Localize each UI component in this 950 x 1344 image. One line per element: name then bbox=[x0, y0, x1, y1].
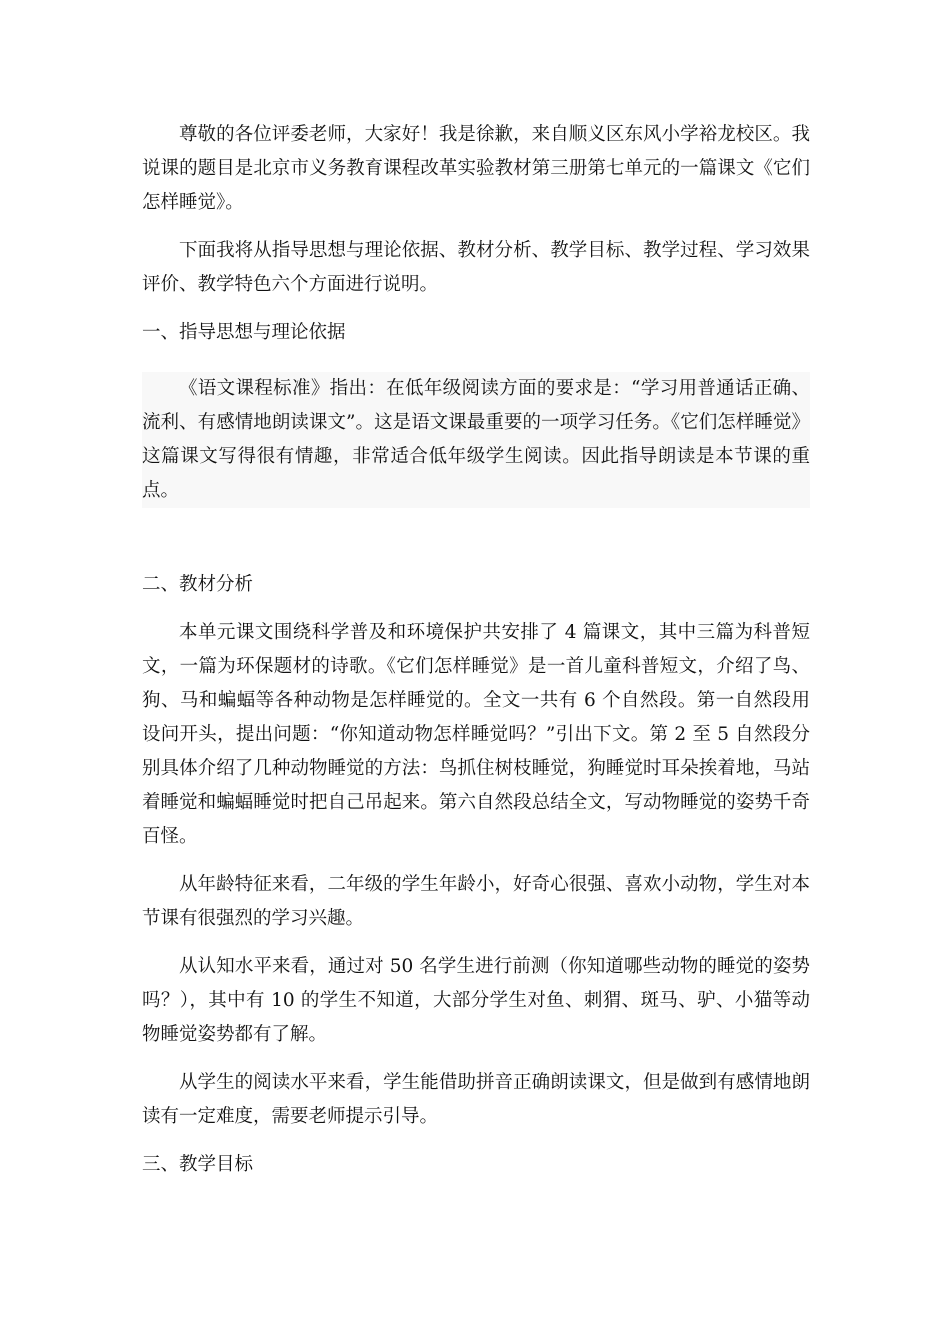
section-1-heading: 一、指导思想与理论依据 bbox=[142, 322, 346, 343]
section-3-heading: 三、教学目标 bbox=[142, 1154, 254, 1175]
section-2-heading: 二、教材分析 bbox=[142, 574, 254, 595]
document-page bbox=[142, 118, 810, 1182]
intro-paragraph-1: 尊敬的各位评委老师，大家好！我是徐歉，来自顺义区东风小学裕龙校区。我说课的题目是北京市义务教育课程改革实验教材第三册第七单元的一篇课文《它们怎样睡觉》。 bbox=[142, 124, 810, 213]
section-2-paragraph-4: 从学生的阅读水平来看，学生能借助拼音正确朗读课文，但是做到有感情地朗读有一定难度，需要老师提示引导。 bbox=[142, 1072, 810, 1127]
section-2-paragraph-3: 从认知水平来看，通过对 50 名学生进行前测（你知道哪些动物的睡觉的姿势吗？），其中有 10 的学生不知道，大部分学生对鱼、刺猬、斑马、驴、小猫等动物睡觉姿势都有了解。 bbox=[142, 956, 810, 1045]
intro-paragraph-2: 下面我将从指导思想与理论依据、教材分析、教学目标、教学过程、学习效果评价、教学特色六个方面进行说明。 bbox=[142, 240, 810, 295]
section-1-paragraph-1: 《语文课程标准》指出：在低年级阅读方面的要求是：“学习用普通话正确、流利、有感情地朗读课文”。这是语文课最重要的一项学习任务。《它们怎样睡觉》这篇课文写得很有情趣，非常适合低年级学生阅读。因此指导朗读是本节课的重点。 bbox=[142, 378, 810, 501]
section-1-quote-block bbox=[142, 372, 810, 508]
section-2-paragraph-1: 本单元课文围绕科学普及和环境保护共安排了 4 篇课文，其中三篇为科普短文，一篇为环保题材的诗歌。《它们怎样睡觉》是一首儿童科普短文，介绍了鸟、狗、马和蝙蝠等各种动物是怎样睡觉的。全文一共有 6 个自然段。第一自然段用设问开头，提出问题：“你知道动物怎样睡觉吗？”引出下文。第 2 至 5 自然段分别具体介绍了几种动物睡觉的方法：鸟抓住树枝睡觉，狗睡觉时耳朵挨着地，马站着睡觉和蝙蝠睡觉时把自己吊起来。第六自然段总结全文，写动物睡觉的姿势千奇百怪。 bbox=[142, 622, 810, 847]
section-2-paragraph-2: 从年龄特征来看，二年级的学生年龄小，好奇心很强、喜欢小动物，学生对本节课有很强烈的学习兴趣。 bbox=[142, 874, 810, 929]
